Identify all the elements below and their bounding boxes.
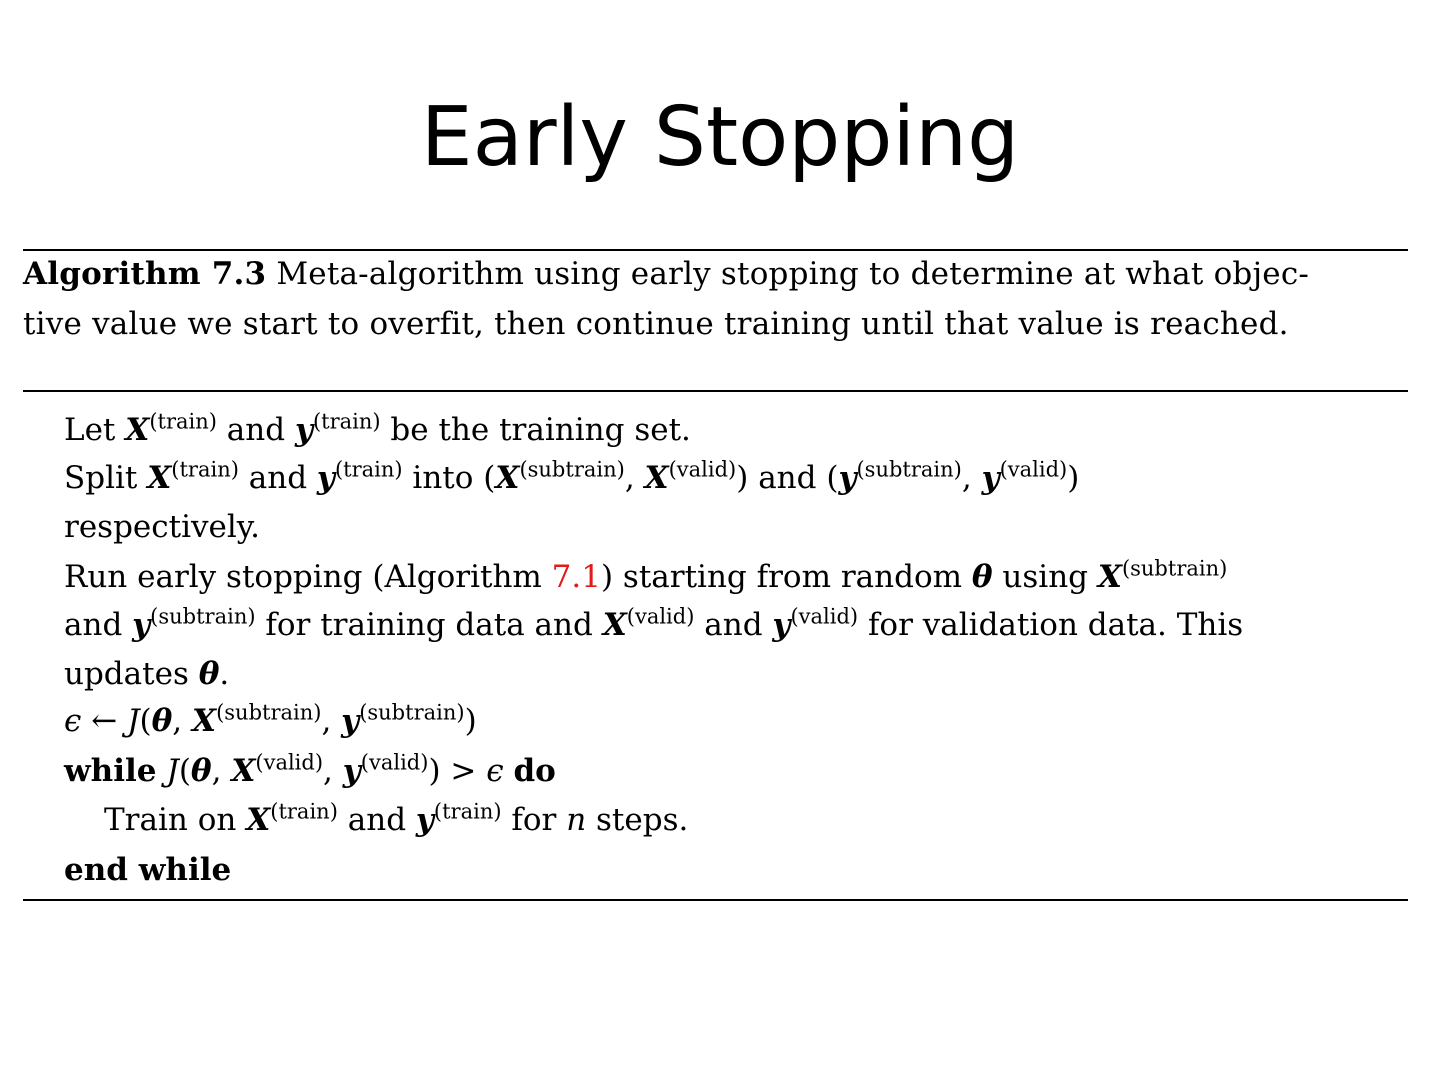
algo-line-epsilon: ϵ ← J(θ, $X^{(subtrain)}$, $y^{(subtrain)}$) [64,700,477,739]
algo-line-data: and $y^{(subtrain)}$ for training data and $X^{(valid)}$ and $y^{(valid)}$ for validation data. This [64,604,1244,643]
algo-line-run: Run early stopping (Algorithm 7.1) starting from random θ using $X^{(subtrain)}$ [64,556,1228,595]
algorithm-reference-link[interactable]: 7.1 [551,559,601,595]
slide-title: Early Stopping [420,90,1020,185]
algo-line-respectively: respectively. [64,509,261,545]
algo-line-let: Let $X^{(train)}$ and $y^{(train)}$ be the training set. [64,409,691,448]
bottom-rule [23,899,1408,901]
algo-line-updates: updates θ. [64,656,230,692]
caption-rule [23,390,1408,392]
algorithm-caption-line1: Algorithm 7.3 Meta-algorithm using early stopping to determine at what objec- [23,256,1310,292]
algorithm-caption-line2: tive value we start to overfit, then continue training until that value is reached. [23,306,1289,342]
algorithm-label: Algorithm 7.3 [23,256,267,292]
algo-line-while: while J(θ, $X^{(valid)}$, $y^{(valid)}) > \epsilon$ do [64,750,556,789]
algo-line-train: Train on $X^{(train)}$ and $y^{(train)}$ for n steps. [104,799,689,838]
algo-line-split: Split $X^{(train)}$ and $y^{(train)}$ into ($X^{(subtrain)}$, $X^{(valid)}$) and ($y^{(subtrain)}$, $y^{(valid)}$) [64,457,1080,496]
algo-line-end-while: end while [64,852,232,888]
